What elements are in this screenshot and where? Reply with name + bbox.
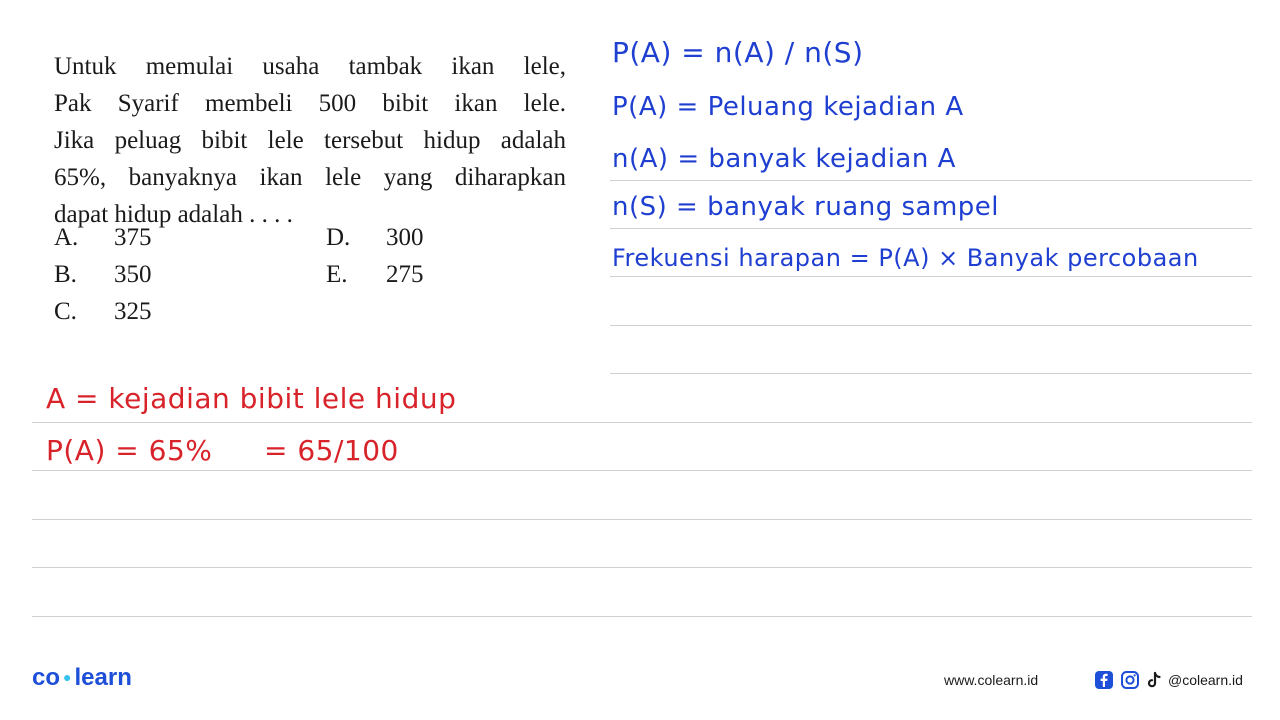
ruled-line [610,180,1252,181]
ruled-line [610,325,1252,326]
question-line: Jika peluag bibit lele tersebut hidup adalah [54,127,566,154]
ruled-line [610,373,1252,374]
question-line: Pak Syarif membeli 500 bibit ikan lele. [54,90,566,117]
question-text [54,48,566,233]
option-value: 300 [386,224,424,251]
option-e [326,261,424,289]
facebook-icon[interactable] [1094,670,1114,690]
logo-part: learn [74,664,132,691]
ruled-line [32,519,1252,520]
option-letter: C. [54,298,77,325]
brand-logo [32,664,132,692]
option-value: 350 [114,261,152,288]
ruled-line [610,228,1252,229]
website-url[interactable]: www.colearn.id [944,672,1039,688]
note-expected-frequency: Frekuensi harapan = P(A) × Banyak percobaan [612,244,1199,272]
ruled-line [32,422,1252,423]
note-definition: n(S) = banyak ruang sampel [612,192,1000,222]
question-line: 65%, banyaknya ikan lele yang diharapkan [54,164,566,191]
note-fraction: = 65/100 [264,434,399,467]
note-formula: P(A) = n(A) / n(S) [612,36,864,69]
option-letter: E. [326,261,348,288]
ruled-line [32,470,1252,471]
option-c [54,298,152,326]
option-d [326,224,424,252]
note-probability: P(A) = 65% [46,434,213,467]
option-letter: B. [54,261,77,288]
note-definition: n(A) = banyak kejadian A [612,144,956,174]
logo-dot-icon: ● [63,669,72,685]
option-letter: D. [326,224,351,251]
option-b [54,261,152,289]
note-definition: P(A) = Peluang kejadian A [612,92,964,122]
option-a [54,224,152,252]
logo-part: co [32,664,61,691]
ruled-line [32,567,1252,568]
instagram-icon[interactable] [1120,670,1140,690]
ruled-line [32,616,1252,617]
tiktok-icon[interactable] [1144,670,1164,690]
option-value: 375 [114,224,152,251]
option-value: 275 [386,261,424,288]
question-line: dapat hidup adalah . . . . [54,201,293,228]
ruled-line [610,276,1252,277]
option-letter: A. [54,224,79,251]
social-handle[interactable]: @colearn.id [1168,672,1243,688]
note-event: A = kejadian bibit lele hidup [46,382,457,415]
option-value: 325 [114,298,152,325]
question-line: Untuk memulai usaha tambak ikan lele, [54,53,566,80]
